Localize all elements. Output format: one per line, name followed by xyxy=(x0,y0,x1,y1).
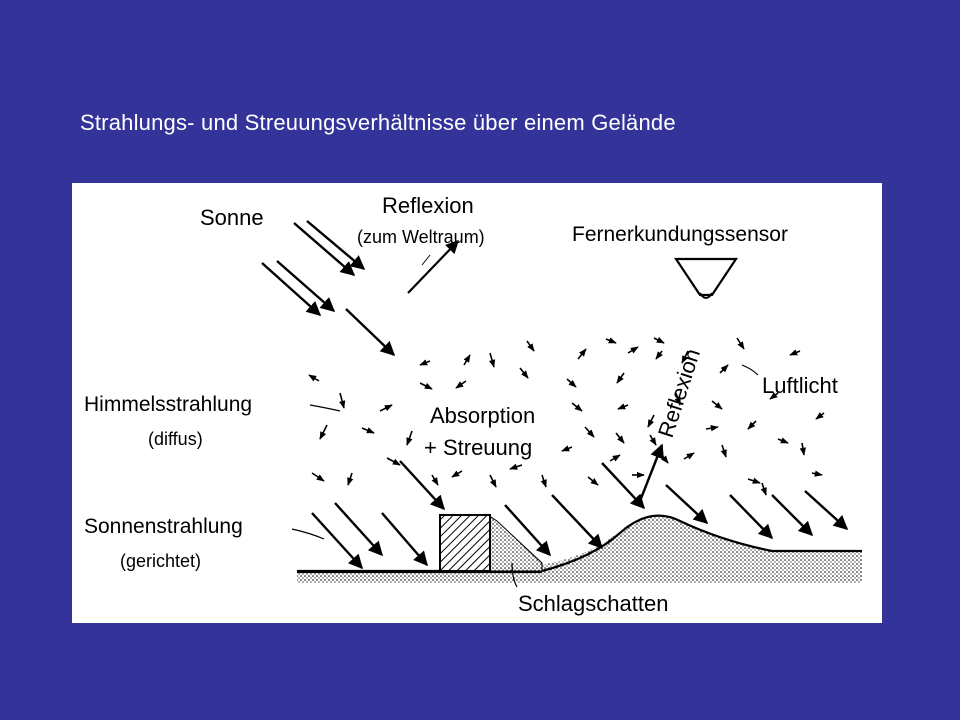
leader-air-light xyxy=(742,365,758,375)
label-sky-radiation: Himmelsstrahlung xyxy=(84,393,253,416)
leader-sky-radiation xyxy=(310,405,340,411)
diffuse-scatter-arrows xyxy=(309,338,824,495)
label-sun-radiation: Sonnenstrahlung xyxy=(84,515,243,538)
label-sun-radiation-sub: (gerichtet) xyxy=(120,551,202,571)
building-group xyxy=(297,515,542,572)
reflexion-sensor-arrow xyxy=(640,445,662,501)
label-sky-radiation-sub: (diffus) xyxy=(148,429,203,449)
slide-title: Strahlungs- und Streuungsverhältnisse über einem Gelände xyxy=(80,110,676,135)
reflexion-space-leader xyxy=(422,255,430,265)
label-absorption: Absorption xyxy=(430,403,536,428)
label-shadow: Schlagschatten xyxy=(518,591,669,616)
building xyxy=(440,515,490,571)
label-scattering: + Streuung xyxy=(424,435,533,460)
label-air-light: Luftlicht xyxy=(762,373,838,398)
label-reflexion-sensor: Reflexion xyxy=(652,345,706,441)
label-reflexion-space-sub: (zum Weltraum) xyxy=(357,227,485,247)
reflexion-space-arrow xyxy=(408,241,458,293)
shadow-area xyxy=(488,515,542,571)
leader-sun-radiation xyxy=(292,529,324,539)
radiation-diagram xyxy=(72,183,882,623)
label-sensor: Fernerkundungssensor xyxy=(572,223,788,246)
label-sun: Sonne xyxy=(200,205,264,230)
sensor-icon xyxy=(676,259,736,298)
label-reflexion-space: Reflexion xyxy=(382,193,474,218)
